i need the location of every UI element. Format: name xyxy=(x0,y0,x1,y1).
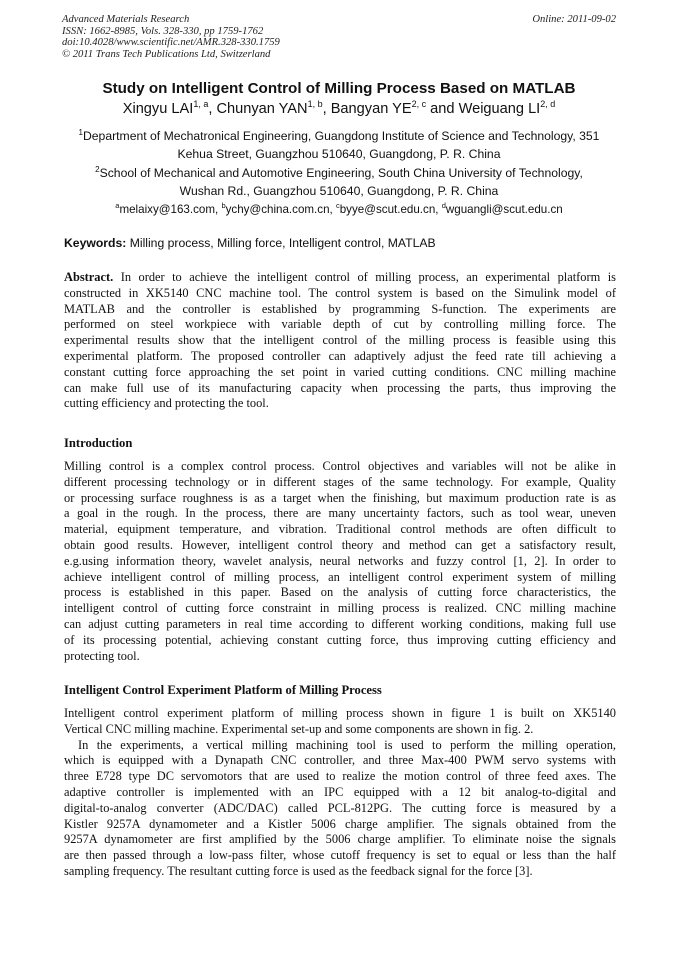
abstract-line: constructed in XK5140 CNC machine tool. The control system is based on the Simulink model of xyxy=(64,285,616,300)
abstract-line: In order to achieve the intelligent control of milling process, an experimental platform is xyxy=(113,270,616,284)
journal-header xyxy=(62,14,616,60)
author-separator: and xyxy=(426,101,459,117)
author-affiliation-mark: 2, c xyxy=(411,99,427,109)
journal-name: Advanced Materials Research xyxy=(62,14,190,25)
paragraph-line: intelligent control of cutting force constraint in milling process is realized. CNC milling machine xyxy=(64,601,616,616)
copyright-line: © 2011 Trans Tech Publications Ltd, Switzerland xyxy=(62,48,271,60)
abstract-line: experimental platform. The proposed controller can adaptively adjust the feed rate till achieving a xyxy=(64,348,616,363)
paragraph-line: or processing surface roughness is as a target when the finishing, but maximum production rate is as xyxy=(64,490,616,505)
paragraph-line: which is equipped with a Dynapath CNC controller, and three Max-400 PWM servo systems with xyxy=(64,753,616,768)
paragraph-line: of its processing potential, achieving constant cutting force, thus improving cutting efficiency and xyxy=(64,632,616,647)
author-affiliation-mark: 1, a xyxy=(193,99,209,109)
affiliation-mark: 2 xyxy=(95,165,100,174)
paragraph-line: protecting tool. xyxy=(64,648,140,663)
email-address: melaixy@163.com, xyxy=(119,203,222,216)
affiliation xyxy=(0,165,678,200)
paragraph-line: e.g.using information theory, wavelet analysis, neural networks and fuzzy control [1, 2]. In order to xyxy=(64,553,616,568)
email-address: byye@scut.edu.cn, xyxy=(339,203,442,216)
affiliation xyxy=(0,128,678,163)
paragraph-line: different processing technology or in different stages of the same technology. For example, Quality xyxy=(64,474,616,489)
section-heading-platform: Intelligent Control Experiment Platform of Milling Process xyxy=(64,683,382,697)
author-name: Xingyu LAI xyxy=(122,101,194,117)
paragraph-line: In the experiments, a vertical milling machining tool is used to perform the milling operation, xyxy=(78,737,616,752)
abstract xyxy=(64,270,616,412)
issn-line: ISSN: 1662-8985, Vols. 328-330, pp 1759-1762 xyxy=(62,25,264,37)
paragraph-line: achieve intelligent control of milling process, an intelligent control experiment system of milling xyxy=(64,569,616,584)
author-separator: , xyxy=(208,101,217,117)
paragraph-line: adaptive controller is implemented with an IPC equipped with a 12 bit analog-to-digital and xyxy=(64,784,616,799)
paragraph-line: Intelligent control experiment platform of milling process shown in figure 1 is built on XK5140 xyxy=(64,706,616,720)
email-mark: a xyxy=(115,201,120,210)
email-address: ychy@china.com.cn, xyxy=(225,203,336,216)
doi-line: doi:10.4028/www.scientific.net/AMR.328-330.1759 xyxy=(62,37,280,49)
affiliation-line: Department of Mechatronical Engineering, Guangdong Institute of Science and Technology, 351 xyxy=(82,129,600,143)
email-mark: c xyxy=(335,201,340,210)
author xyxy=(123,101,217,117)
email-address: wguangli@scut.edu.cn xyxy=(445,203,563,216)
online-date: Online: 2011-09-02 xyxy=(532,14,616,25)
author-affiliation-mark: 2, d xyxy=(540,99,556,109)
author-separator: , xyxy=(322,101,331,117)
author-name: Bangyan YE xyxy=(330,101,412,117)
abstract-line: can make full use of its manufacturing capacity when processing the parts, thus improving the xyxy=(64,380,616,395)
abstract-line: performed on steel workpiece with variable depth of cut by controlling milling force. The xyxy=(64,317,616,332)
paragraph-line: Kistler 9257A dynamometer and a Kistler 5006 charge amplifier. The signals obtained from the xyxy=(64,816,616,831)
abstract-line: MATLAB and the controller is established by programming S-function. The experiments are xyxy=(64,301,616,316)
paragraph-line: material, equipment temperature, and vibration. Traditional control methods are often difficult to xyxy=(64,522,616,537)
keywords-label: Keywords: xyxy=(64,236,127,250)
author xyxy=(216,101,330,117)
author-emails xyxy=(0,203,678,216)
author xyxy=(459,101,556,117)
affiliation-line: School of Mechanical and Automotive Engineering, South China University of Technology, xyxy=(99,166,583,180)
abstract-line: cutting efficiency and protecting the tool. xyxy=(64,396,269,411)
paragraph-line: can adjust cutting parameters in real time according to different working conditions, making full use xyxy=(64,616,616,631)
author-name: Chunyan YAN xyxy=(216,101,308,117)
abstract-line: constant cutting force approaching the set point in varied cutting conditions. CNC milling machine xyxy=(64,364,616,379)
abstract-label: Abstract. xyxy=(64,270,114,284)
paper-title: Study on Intelligent Control of Milling Process Based on MATLAB xyxy=(102,80,576,97)
author xyxy=(331,101,459,117)
affiliation-line: Kehua Street, Guangzhou 510640, Guangdong, P. R. China xyxy=(177,146,501,161)
introduction-paragraph xyxy=(64,459,616,664)
paragraph-line: a goal in the rough. In the process, there are many uncertainty factors, such as tool wear, uneven xyxy=(64,506,616,521)
platform-section-text xyxy=(64,706,616,880)
keywords xyxy=(64,236,616,250)
email-mark: d xyxy=(441,201,446,210)
author-name: Weiguang LI xyxy=(458,101,541,117)
section-heading-introduction: Introduction xyxy=(64,436,133,450)
paragraph-line: obtain good results. However, intelligent control theory and method can get a satisfactory result, xyxy=(64,537,616,552)
affiliation-mark: 1 xyxy=(78,128,83,137)
paragraph-line: digital-to-analog converter (ADC/DAC) called PCL-812PG. The cutting force is measured by a xyxy=(64,800,616,815)
author-list xyxy=(0,101,678,117)
paragraph-line: process is established in this paper. Based on the analysis of cutting force characteristics, the xyxy=(64,585,616,600)
paragraph-line: sampling frequency. The resultant cutting force is used as the feedback signal for the force [3]. xyxy=(64,863,533,878)
paragraph-line: Milling control is a complex control process. Control objectives and variables will not be alike in xyxy=(64,459,616,473)
paragraph-line: Vertical CNC milling machine. Experimental set-up and some components are shown in fig. 2. xyxy=(64,721,534,736)
keywords-text: Milling process, Milling force, Intelligent control, MATLAB xyxy=(129,236,436,250)
paragraph-line: are then passed through a low-pass filter, whose cutoff frequency is set to equal or less than the half xyxy=(64,848,616,863)
email-mark: b xyxy=(221,201,226,210)
abstract-line: experimental results show that the intelligent control of the milling process is feasible using this xyxy=(64,333,616,348)
author-affiliation-mark: 1, b xyxy=(307,99,323,109)
affiliation-line: Wushan Rd., Guangzhou 510640, Guangdong, P. R. China xyxy=(179,183,499,198)
paragraph-line: three E728 type DC servomotors that are used to realize the motion control of three feed axes. The xyxy=(64,769,616,784)
paragraph-line: 9257A dynamometer are first amplified by the 5006 charge amplifier. To eliminate noise the signals xyxy=(64,832,616,847)
